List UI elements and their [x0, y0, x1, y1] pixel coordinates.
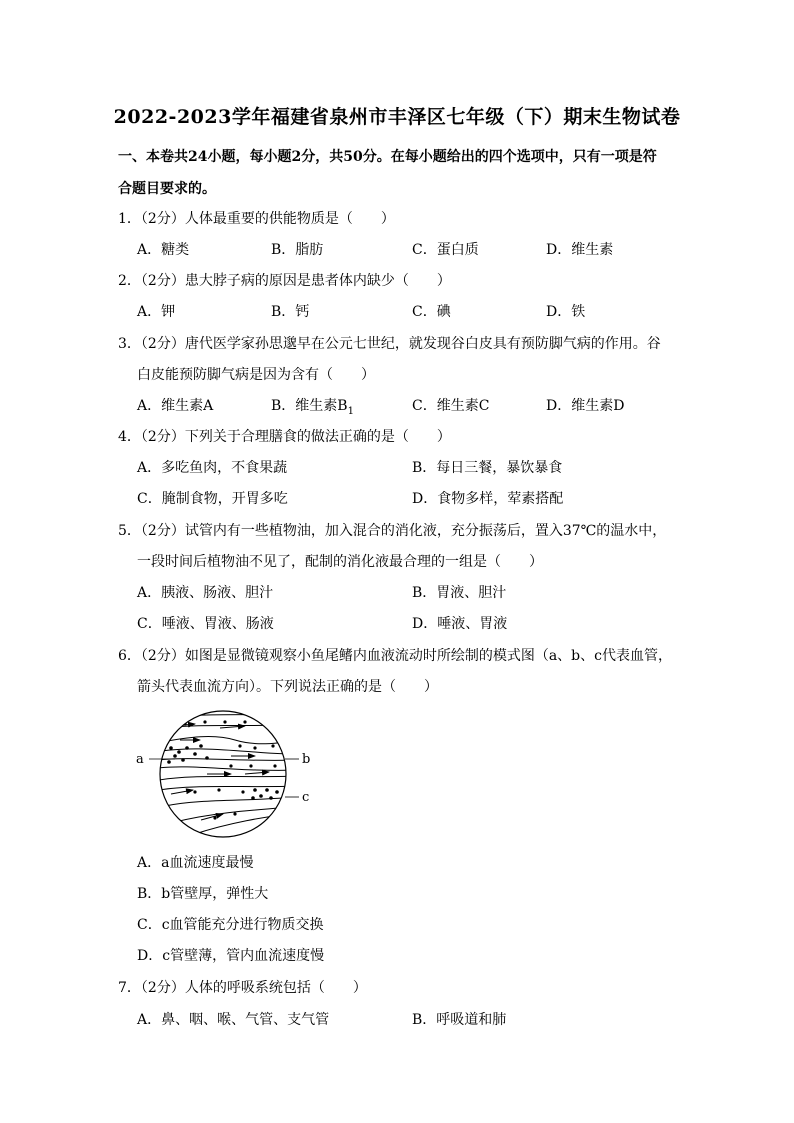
figure-label-a: a	[136, 752, 144, 767]
q7-option-b[interactable]: B．呼吸道和肺	[412, 1012, 507, 1028]
q1-option-c[interactable]: C．蛋白质	[412, 242, 479, 258]
q3-option-b-subscript: 1	[347, 405, 354, 417]
page-title: 2022-2023学年福建省泉州市丰泽区七年级（下）期末生物试卷	[113, 106, 681, 128]
q6-option-b[interactable]: B．b管壁厚，弹性大	[137, 886, 269, 902]
q6-option-d[interactable]: D．c管壁薄，管内血流速度慢	[137, 948, 325, 964]
q7-option-a[interactable]: A．鼻、咽、喉、气管、支气管	[137, 1012, 330, 1028]
q1-option-a[interactable]: A．糖类	[137, 242, 190, 258]
q5-option-d[interactable]: D．唾液、胃液	[412, 616, 508, 632]
q4-option-b[interactable]: B．每日三餐，暴饮暴食	[412, 460, 563, 476]
section-heading-line1: 一、本卷共24小题，每小题2分，共50分。在每小题给出的四个选项中，只有一项是符	[118, 149, 657, 165]
q2-option-c[interactable]: C．碘	[412, 304, 451, 320]
q6-option-a[interactable]: A．a血流速度最慢	[137, 855, 254, 871]
question-2-stem: 2．（2分）患大脖子病的原因是患者体内缺少（ ）	[118, 273, 451, 289]
question-1-stem: 1．（2分）人体最重要的供能物质是（ ）	[118, 211, 395, 227]
question-6-stem-line1: 6．（2分）如图是显微镜观察小鱼尾鳍内血液流动时所绘制的模式图（a、b、c代表血管，	[118, 648, 672, 664]
q6-option-c[interactable]: C．c血管能充分进行物质交换	[137, 917, 324, 933]
q2-option-d[interactable]: D．铁	[546, 304, 586, 320]
q4-option-d[interactable]: D．食物多样，荤素搭配	[412, 491, 564, 507]
q3-option-b-label: B．维生素B	[271, 398, 348, 414]
question-3-stem-line1: 3．（2分）唐代医学家孙思邈早在公元七世纪，就发现谷白皮具有预防脚气病的作用。谷	[118, 336, 661, 352]
question-3-stem-line2: 白皮能预防脚气病是因为含有（ ）	[137, 367, 375, 383]
fish-tail-blood-flow-figure	[135, 710, 325, 840]
section-heading-line2: 合题目要求的。	[118, 181, 216, 197]
q1-option-d[interactable]: D．维生素	[546, 242, 614, 258]
question-7-stem: 7．（2分）人体的呼吸系统包括（ ）	[118, 980, 367, 996]
q2-option-a[interactable]: A．钾	[137, 304, 176, 320]
q4-option-c[interactable]: C．腌制食物，开胃多吃	[137, 491, 288, 507]
question-5-stem-line1: 5．（2分）试管内有一些植物油，加入混合的消化液，充分振荡后，置入37℃的温水中，	[118, 523, 667, 539]
q2-option-b[interactable]: B．钙	[271, 304, 310, 320]
q3-option-b[interactable]	[271, 395, 354, 417]
q4-option-a[interactable]: A．多吃鱼肉，不食果蔬	[137, 460, 288, 476]
question-4-stem: 4．（2分）下列关于合理膳食的做法正确的是（ ）	[118, 429, 451, 445]
q5-option-c[interactable]: C．唾液、胃液、肠液	[137, 616, 274, 632]
question-6-stem-line2: 箭头代表血流方向）。下列说法正确的是（ ）	[137, 679, 438, 695]
q3-option-a[interactable]: A．维生素A	[137, 398, 214, 414]
figure-label-c: c	[302, 790, 310, 805]
q5-option-a[interactable]: A．胰液、肠液、胆汁	[137, 585, 274, 601]
figure-label-b: b	[302, 752, 311, 767]
q3-option-c[interactable]: C．维生素C	[412, 398, 490, 414]
q1-option-b[interactable]: B．脂肪	[271, 242, 324, 258]
q3-option-d[interactable]: D．维生素D	[546, 398, 625, 414]
question-5-stem-line2: 一段时间后植物油不见了，配制的消化液最合理的一组是（ ）	[137, 554, 543, 570]
q5-option-b[interactable]: B．胃液、胆汁	[412, 585, 507, 601]
